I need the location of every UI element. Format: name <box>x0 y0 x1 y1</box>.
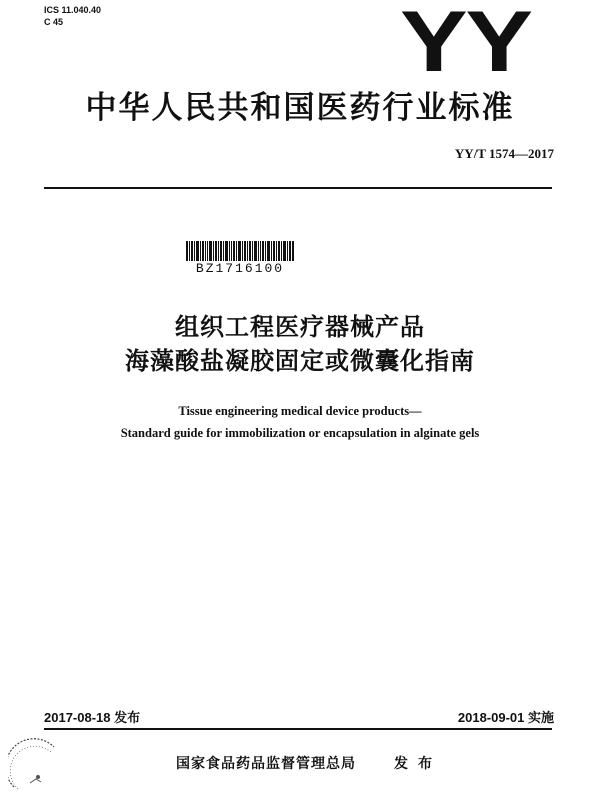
standard-category-title: 中华人民共和国医药行业标准 <box>85 90 515 126</box>
issue-label: 发布 <box>394 756 442 772</box>
header-divider <box>44 187 552 189</box>
english-title-line-2: Standard guide for immobilization or encapsulation in alginate gels <box>120 426 480 440</box>
issue-date: 2017-08-18 发布 <box>44 710 141 725</box>
english-title-line-1: Tissue engineering medical device products— <box>178 404 422 418</box>
chinese-title-line-1: 组织工程医疗器械产品 <box>175 313 425 341</box>
barcode-icon <box>186 241 294 261</box>
implementation-date: 2018-09-01 实施 <box>457 710 554 725</box>
chinese-title-line-2: 海藻酸盐凝胶固定或微囊化指南 <box>125 347 475 375</box>
standard-number: YY/T 1574—2017 <box>454 146 554 161</box>
official-seal-icon <box>8 737 62 793</box>
yy-logo: YY <box>400 0 531 90</box>
ics-code: ICS 11.040.40 <box>44 5 102 15</box>
barcode-number: BZ1716100 <box>195 261 285 276</box>
issuing-authority: 国家食品药品监督管理总局 <box>176 756 356 772</box>
footer-divider <box>44 728 552 730</box>
ccs-code: C 45 <box>44 17 64 27</box>
